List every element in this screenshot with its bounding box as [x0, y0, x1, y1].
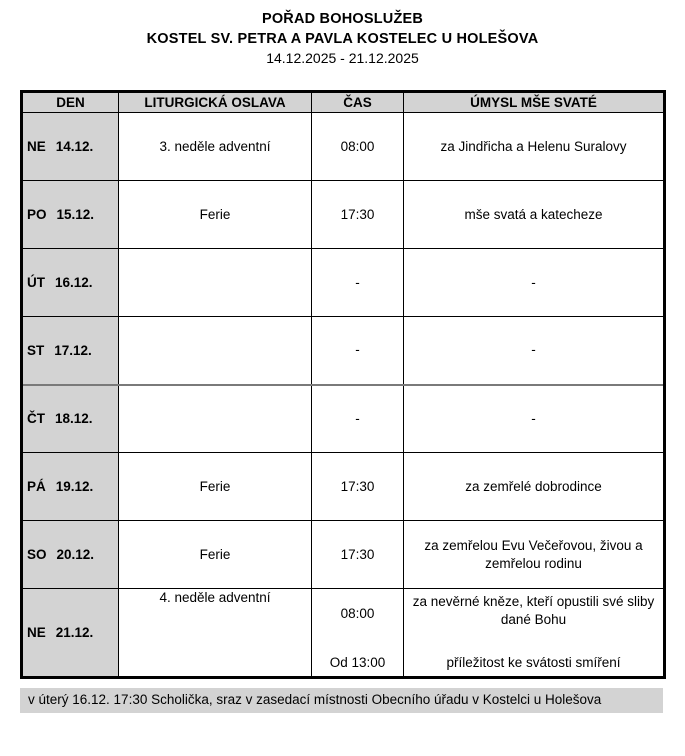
day-abbrev: ČT	[27, 411, 45, 427]
intention-secondary: příležitost ke svátosti smíření	[446, 655, 621, 670]
day-date: 19.12.	[55, 479, 94, 494]
date-range: 14.12.2025 - 21.12.2025	[266, 50, 419, 66]
table-row	[22, 249, 665, 317]
day-cell	[22, 453, 119, 521]
day-abbrev: PÁ	[27, 479, 46, 494]
day-abbrev: SO	[27, 547, 47, 562]
day-date: 16.12.	[55, 275, 93, 290]
column-header-intention: ÚMYSL MŠE SVATÉ	[404, 92, 665, 113]
celebration-cell: Ferie	[119, 181, 312, 249]
time-cell: -	[312, 317, 404, 385]
footer-note: v úterý 16.12. 17:30 Scholička, sraz v zasedací místnosti Obecního úřadu v Kostelci u Holešova	[20, 688, 663, 713]
page-subtitle: KOSTEL SV. PETRA A PAVLA KOSTELEC U HOLEŠOVA	[146, 30, 539, 47]
day-cell	[22, 521, 119, 589]
table-header	[22, 92, 665, 113]
day-date: 20.12.	[56, 547, 95, 562]
intention-cell: za Jindřicha a Helenu Suralovy	[404, 113, 665, 181]
table-row	[22, 317, 665, 385]
day-cell	[22, 113, 119, 181]
day-date: 21.12.	[55, 625, 94, 640]
intention-cell: -	[404, 249, 665, 317]
table-row	[22, 385, 665, 453]
time-cell: -	[312, 249, 404, 317]
time-cell: 08:00	[312, 113, 404, 181]
day-date: 18.12.	[55, 411, 93, 427]
table-row	[22, 521, 665, 589]
celebration-cell	[119, 385, 312, 453]
intention-cell: -	[404, 317, 665, 385]
day-date: 14.12.	[55, 139, 94, 154]
column-header-day: DEN	[22, 92, 119, 113]
header-row	[22, 92, 665, 113]
celebration-cell: Ferie	[119, 453, 312, 521]
day-date: 15.12.	[56, 207, 95, 222]
column-header-time: ČAS	[312, 92, 404, 113]
schedule-table	[20, 90, 666, 679]
intention-cell	[404, 589, 665, 678]
time-secondary: Od 13:00	[329, 655, 386, 670]
day-cell	[22, 317, 119, 385]
celebration-cell: Ferie	[119, 521, 312, 589]
celebration-cell	[119, 249, 312, 317]
day-cell	[22, 181, 119, 249]
day-abbrev: PO	[27, 207, 47, 222]
time-cell: 17:30	[312, 181, 404, 249]
time-primary: 08:00	[340, 606, 375, 621]
intention-cell: za zemřelou Evu Večeřovou, živou a zemřelou rodinu	[404, 521, 665, 589]
day-cell	[22, 589, 119, 678]
celebration-cell: 4. neděle adventní	[119, 589, 312, 678]
intention-cell: mše svatá a katecheze	[404, 181, 665, 249]
table-row	[22, 589, 665, 678]
intention-primary: za nevěrné kněze, kteří opustili své sliby dané Bohu	[412, 594, 655, 627]
table-row	[22, 181, 665, 249]
day-abbrev: ST	[27, 342, 45, 358]
day-abbrev: NE	[27, 625, 46, 640]
time-cell: 17:30	[312, 521, 404, 589]
table-row	[22, 453, 665, 521]
time-cell: -	[312, 385, 404, 453]
day-cell	[22, 249, 119, 317]
intention-cell: za zemřelé dobrodince	[404, 453, 665, 521]
column-header-celebration: LITURGICKÁ OSLAVA	[119, 92, 312, 113]
intention-cell: -	[404, 385, 665, 453]
day-date: 17.12.	[54, 342, 92, 358]
day-cell	[22, 385, 119, 453]
celebration-cell	[119, 317, 312, 385]
page-title: POŘAD BOHOSLUŽEB	[261, 11, 424, 27]
day-abbrev: ÚT	[27, 275, 45, 290]
table-row	[22, 113, 665, 181]
day-abbrev: NE	[27, 139, 46, 154]
title-block	[0, 10, 685, 69]
celebration-cell: 3. neděle adventní	[119, 113, 312, 181]
time-cell: 17:30	[312, 453, 404, 521]
time-cell	[312, 589, 404, 678]
